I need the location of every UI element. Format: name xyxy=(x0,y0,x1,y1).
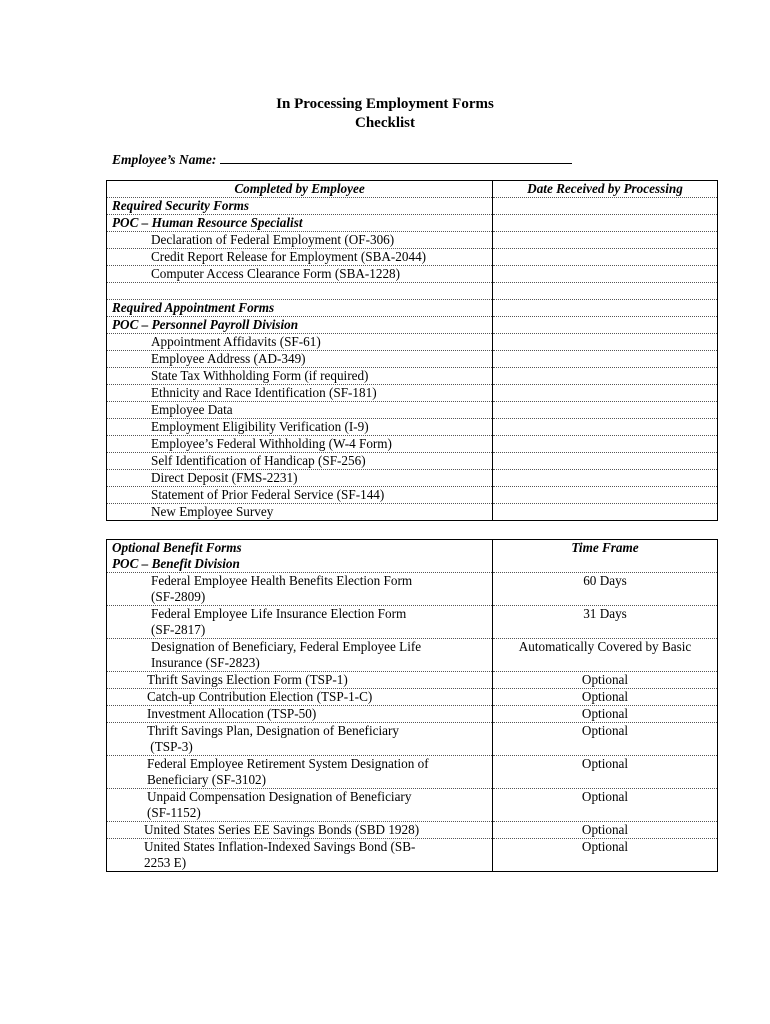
date-cell[interactable] xyxy=(493,470,718,487)
form-line: Beneficiary (SF-3102) xyxy=(147,772,267,787)
appointment-form-item: Statement of Prior Federal Service (SF-144) xyxy=(107,487,493,504)
security-form-item: Credit Report Release for Employment (SBA-2044) xyxy=(107,249,493,266)
time-frame-cell: 60 Days xyxy=(493,573,718,606)
form-line: 2253 E) xyxy=(144,855,187,870)
employee-name-row xyxy=(112,150,572,168)
benefit-forms-heading: Optional Benefit Forms xyxy=(112,540,242,555)
appointment-form-item: Direct Deposit (FMS-2231) xyxy=(107,470,493,487)
time-frame-cell: 31 Days xyxy=(493,606,718,639)
appointment-form-item: Appointment Affidavits (SF-61) xyxy=(107,334,493,351)
appointment-forms-heading: Required Appointment Forms xyxy=(107,300,493,317)
security-forms-heading: Required Security Forms xyxy=(107,198,493,215)
time-frame-header: Time Frame xyxy=(493,540,718,573)
date-cell[interactable] xyxy=(493,487,718,504)
time-frame-cell: Automatically Covered by Basic xyxy=(493,639,718,672)
appointment-form-item: Employee Data xyxy=(107,402,493,419)
form-line: Federal Employee Health Benefits Election Form xyxy=(151,573,413,588)
time-frame-cell: Optional xyxy=(493,723,718,756)
form-line: Federal Employee Life Insurance Election Form xyxy=(151,606,407,621)
appointment-form-item: Employee Address (AD-349) xyxy=(107,351,493,368)
appointment-poc: POC – Personnel Payroll Division xyxy=(107,317,493,334)
optional-benefit-table xyxy=(106,539,718,872)
document-subtitle: Checklist xyxy=(355,115,415,131)
form-line: (SF-1152) xyxy=(147,805,201,820)
benefit-form-item xyxy=(107,723,493,756)
form-line: Unpaid Compensation Designation of Beneficiary xyxy=(147,789,412,804)
employee-name-field[interactable] xyxy=(220,150,572,164)
benefit-forms-heading-cell xyxy=(107,540,493,573)
spacer-cell xyxy=(107,283,493,300)
benefit-form-item: Thrift Savings Election Form (TSP-1) xyxy=(107,672,493,689)
date-cell[interactable] xyxy=(493,436,718,453)
benefit-form-item xyxy=(107,839,493,872)
appointment-form-item: Employee’s Federal Withholding (W-4 Form) xyxy=(107,436,493,453)
benefit-form-item xyxy=(107,606,493,639)
benefit-form-item: Investment Allocation (TSP-50) xyxy=(107,706,493,723)
form-line: Federal Employee Retirement System Designation of xyxy=(147,756,429,771)
form-line: (TSP-3) xyxy=(147,739,193,754)
time-frame-cell: Optional xyxy=(493,789,718,822)
date-cell[interactable] xyxy=(493,232,718,249)
security-poc: POC – Human Resource Specialist xyxy=(107,215,493,232)
date-cell[interactable] xyxy=(493,504,718,521)
date-cell[interactable] xyxy=(493,334,718,351)
benefit-form-item xyxy=(107,756,493,789)
benefit-form-item xyxy=(107,789,493,822)
date-cell[interactable] xyxy=(493,453,718,470)
date-cell[interactable] xyxy=(493,419,718,436)
date-cell[interactable] xyxy=(493,283,718,300)
required-forms-table xyxy=(106,180,718,521)
appointment-form-item: Ethnicity and Race Identification (SF-181) xyxy=(107,385,493,402)
time-frame-cell: Optional xyxy=(493,672,718,689)
date-cell[interactable] xyxy=(493,317,718,334)
form-line: (SF-2817) xyxy=(151,622,206,637)
date-cell[interactable] xyxy=(493,402,718,419)
date-cell[interactable] xyxy=(493,215,718,232)
date-received-header: Date Received by Processing xyxy=(493,181,718,198)
employee-name-label: Employee’s Name: xyxy=(112,152,217,167)
date-cell[interactable] xyxy=(493,198,718,215)
form-line: Designation of Beneficiary, Federal Employee Life xyxy=(151,639,422,654)
benefit-form-item: Catch-up Contribution Election (TSP-1-C) xyxy=(107,689,493,706)
benefit-form-item xyxy=(107,573,493,606)
benefit-form-item: United States Series EE Savings Bonds (SBD 1928) xyxy=(107,822,493,839)
date-cell[interactable] xyxy=(493,300,718,317)
benefit-form-item xyxy=(107,639,493,672)
time-frame-cell: Optional xyxy=(493,822,718,839)
appointment-form-item: Employment Eligibility Verification (I-9) xyxy=(107,419,493,436)
form-line: (SF-2809) xyxy=(151,589,206,604)
security-form-item: Computer Access Clearance Form (SBA-1228) xyxy=(107,266,493,283)
date-cell[interactable] xyxy=(493,266,718,283)
form-line: United States Inflation-Indexed Savings Bond (SB- xyxy=(144,839,416,854)
appointment-form-item: State Tax Withholding Form (if required) xyxy=(107,368,493,385)
date-cell[interactable] xyxy=(493,368,718,385)
appointment-form-item: Self Identification of Handicap (SF-256) xyxy=(107,453,493,470)
date-cell[interactable] xyxy=(493,385,718,402)
appointment-form-item: New Employee Survey xyxy=(107,504,493,521)
time-frame-cell: Optional xyxy=(493,756,718,789)
security-form-item: Declaration of Federal Employment (OF-306) xyxy=(107,232,493,249)
benefit-poc: POC – Benefit Division xyxy=(112,556,240,571)
form-line: Thrift Savings Plan, Designation of Beneficiary xyxy=(147,723,399,738)
document-title: In Processing Employment Forms xyxy=(276,96,494,112)
time-frame-cell: Optional xyxy=(493,706,718,723)
time-frame-cell: Optional xyxy=(493,839,718,872)
date-cell[interactable] xyxy=(493,249,718,266)
time-frame-cell: Optional xyxy=(493,689,718,706)
form-line: Insurance (SF-2823) xyxy=(151,655,260,670)
date-cell[interactable] xyxy=(493,351,718,368)
completed-by-employee-header: Completed by Employee xyxy=(107,181,493,198)
